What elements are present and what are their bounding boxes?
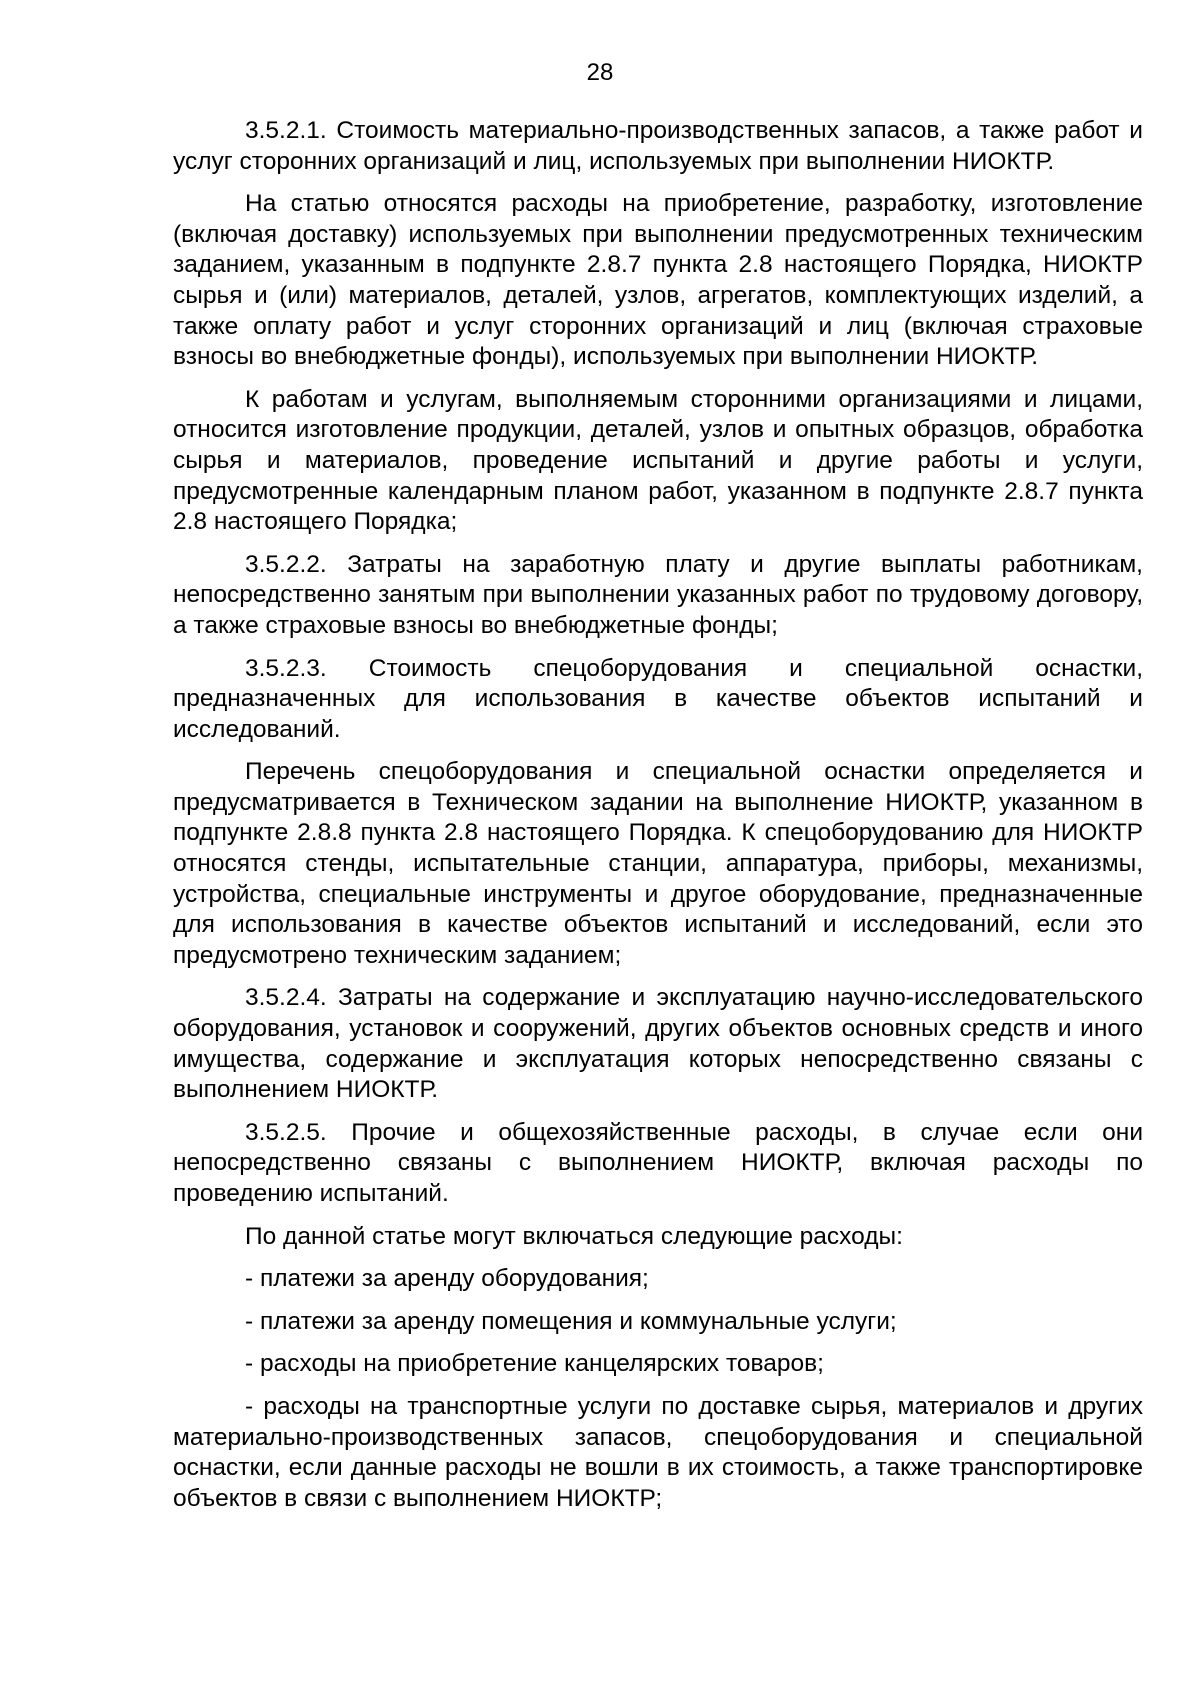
list-item-stationery: - расходы на приобретение канцелярских товаров;: [245, 1350, 824, 1378]
list-item-transport-services: - расходы на транспортные услуги по доставке сырья, материалов и других материально-производственных запасов, спецоборудования и специальной оснастки, если данные расходы не вошли в их стоимость, а также транспортировке объектов в связи с выполнением НИОКТР;: [173, 1392, 1143, 1512]
paragraph-3-5-2-1: 3.5.2.1. Стоимость материально-производственных запасов, а также работ и услуг сторонних организаций и лиц, используемых при выполнении НИОКТР.: [173, 117, 1143, 175]
paragraph-expenses-intro: По данной статье могут включаться следующие расходы:: [245, 1222, 903, 1250]
paragraph-third-party-works: К работам и услугам, выполняемым сторонними организациями и лицами, относится изготовление продукции, деталей, узлов и опытных образцов, обработка сырья и материалов, проведение испытаний и другие работы и услуги, предусмотренные календарным планом работ, указанном в подпункте 2.8.7 пункта 2.8 настоящего Порядка;: [173, 385, 1143, 536]
list-item-premises-rent: - платежи за аренду помещения и коммунальные услуги;: [245, 1307, 897, 1335]
paragraph-special-equipment-list: Перечень спецоборудования и специальной оснастки определяется и предусматривается в Техническом задании на выполнение НИОКТР, указанном в подпункте 2.8.8 пункта 2.8 настоящего Порядка. К спецоборудованию для НИОКТР относятся стенды, испытательные станции, аппаратура, приборы, механизмы, устройства, специальные инструменты и другое оборудование, предназначенные для использования в качестве объектов испытаний и исследований, если это предусмотрено техническим заданием;: [173, 758, 1143, 969]
paragraph-3-5-2-3: 3.5.2.3. Стоимость спецоборудования и специальной оснастки, предназначенных для использования в качестве объектов испытаний и исследований.: [173, 654, 1143, 743]
paragraph-article-scope: На статью относятся расходы на приобретение, разработку, изготовление (включая доставку) используемых при выполнении предусмотренных техническим заданием, указанным в подпункте 2.8.7 пункта 2.8 настоящего Порядка, НИОКТР сырья и (или) материалов, деталей, узлов, агрегатов, комплектующих изделий, а также оплату работ и услуг сторонних организаций и лиц (включая страховые взносы во внебюджетные фонды), используемых при выполнении НИОКТР.: [173, 190, 1143, 371]
paragraph-3-5-2-2: 3.5.2.2. Затраты на заработную плату и другие выплаты работникам, непосредственно занятым при выполнении указанных работ по трудовому договору, а также страховые взносы во внебюджетные фонды;: [173, 550, 1143, 639]
page-number: 28: [586, 59, 614, 86]
list-item-equipment-rent: - платежи за аренду оборудования;: [245, 1265, 649, 1293]
document-body: [173, 116, 1143, 1526]
paragraph-3-5-2-4: 3.5.2.4. Затраты на содержание и эксплуатацию научно-исследовательского оборудования, установок и сооружений, других объектов основных средств и иного имущества, содержание и эксплуатация которых непосредственно связаны с выполнением НИОКТР.: [173, 984, 1143, 1104]
paragraph-3-5-2-5: 3.5.2.5. Прочие и общехозяйственные расходы, в случае если они непосредственно связаны с выполнением НИОКТР, включая расходы по проведению испытаний.: [173, 1118, 1143, 1207]
